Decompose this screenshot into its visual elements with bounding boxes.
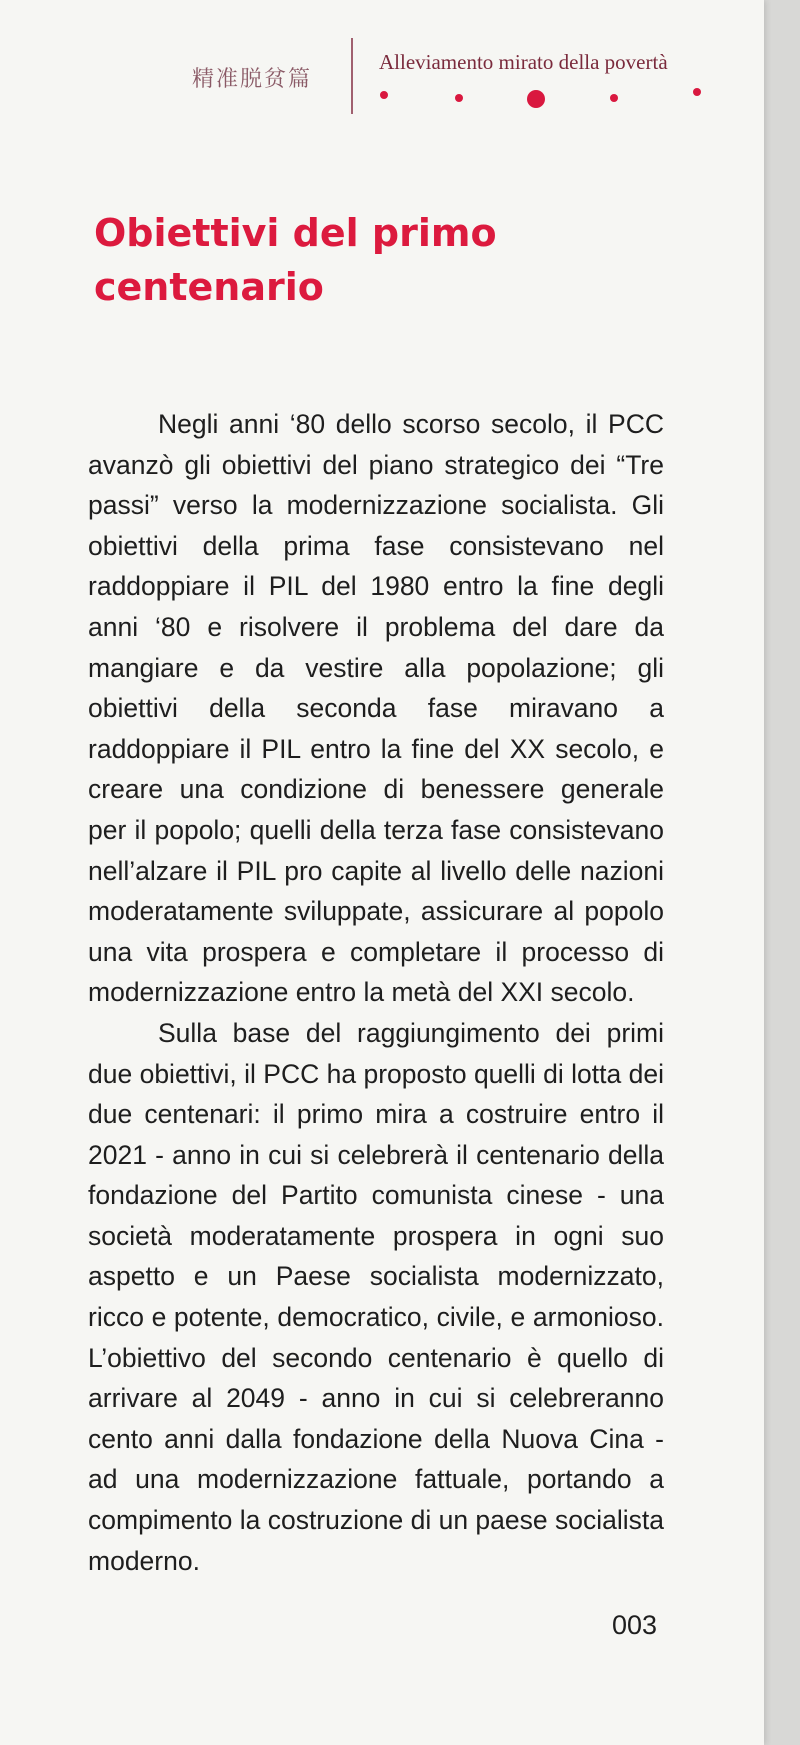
chapter-title-italian: Alleviamento mirato della povertà [379, 50, 668, 74]
decorative-dot [455, 94, 463, 102]
chapter-title-chinese: 精准脱贫篇 [192, 67, 313, 92]
decorative-dot-large [527, 90, 545, 108]
decorative-dot [610, 94, 618, 102]
section-title: Obiettivi del primo centenario [94, 211, 497, 309]
page-number: 003 [612, 1610, 658, 1640]
decorative-dot [380, 91, 388, 99]
header-divider [351, 38, 353, 114]
paragraph: Sulla base del raggiungimento dei primi due obiettivi, il PCC ha proposto quelli di lotta dei due centenari: il primo mira a costruire entro il 2021 - anno in cui si celebrerà il centenario della fondazione del Partito comunista cinese - una società moderatamente prospera in ogni suo aspetto e un Paese socialista modernizzato, ricco e potente, democratico, civile, e armonioso. L’obiettivo del secondo centenario è quello di arrivare al 2049 - anno in cui si celebreranno cento anni dalla fondazione della Nuova Cina - ad una modernizzazione fattuale, portando a compimento la costruzione di un paese socialista moderno. [88, 1017, 664, 1576]
paragraph: Negli anni ‘80 dello scorso secolo, il PCC avanzò gli obiettivi del piano strategico dei “Tre passi” verso la modernizzazione socialista. Gli obiettivi della prima fase consistevano nel raddoppiare il PIL del 1980 entro la fine degli anni ‘80 e risolvere il problema del dare da mangiare e da vestire alla popolazione; gli obiettivi della seconda fase miravano a raddoppiare il PIL entro la fine del XX secolo, e creare una condizione di benessere generale per il popolo; quelli della terza fase consistevano nell’alzare il PIL pro capite al livello delle nazioni moderatamente sviluppate, assicurare al popolo una vita prospera e completare il processo di modernizzazione entro la metà del XXI secolo. [88, 409, 664, 1008]
article-body [88, 404, 664, 1581]
decorative-dot [693, 88, 701, 96]
